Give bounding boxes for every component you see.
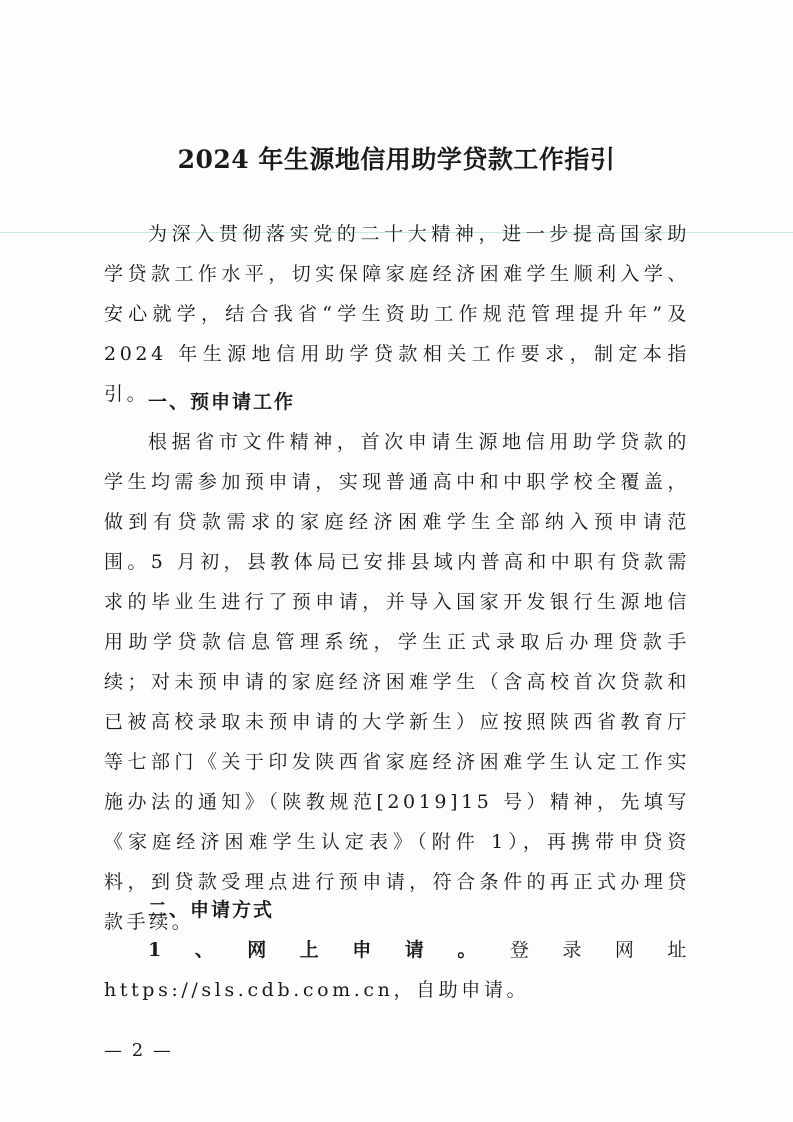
section2-heading: 二、申请方式: [148, 899, 275, 921]
intro-paragraph: 为深入贯彻落实党的二十大精神，进一步提高国家助学贷款工作水平，切实保障家庭经济困难学生顺利入学、安心就学，结合我省“学生资助工作规范管理提升年”及 2024 年生源地信用助学贷款相关工作要求，制定本指引。: [104, 223, 690, 405]
section1-paragraph: 根据省市文件精神，首次申请生源地信用助学贷款的学生均需参加预申请，实现普通高中和中职学校全覆盖，做到有贷款需求的家庭经济困难学生全部纳入预申请范围。5 月初，县教体局已安排县域内普高和中职有贷款需求的毕业生进行了预申请，并导入国家开发银行生源地信用助学贷款信息管理系统，学生正式录取后办理贷款手续；对未预申请的家庭经济困难学生（含高校首次贷款和已被高校录取未预申请的大学新生）应按照陕西省教育厅等七部门《关于印发陕西省家庭经济困难学生认定工作实施办法的通知》（陕教规范[2019]15 号）精神，先填写《家庭经济困难学生认定表》（附件 1），再携带申贷资料，到贷款受理点进行预申请，符合条件的再正式办理贷款手续。: [104, 431, 690, 933]
section1-heading: 一、预申请工作: [148, 391, 296, 413]
document-title: 2024 年生源地信用助学贷款工作指引: [177, 145, 616, 174]
item1-label: 1、网上申请。: [148, 939, 510, 961]
section2-item1: [104, 930, 690, 1010]
page-number: — 2 —: [104, 1040, 173, 1061]
item1-text: 登录网址 https://sls.cdb.com.cn，自助申请。: [104, 939, 690, 1001]
